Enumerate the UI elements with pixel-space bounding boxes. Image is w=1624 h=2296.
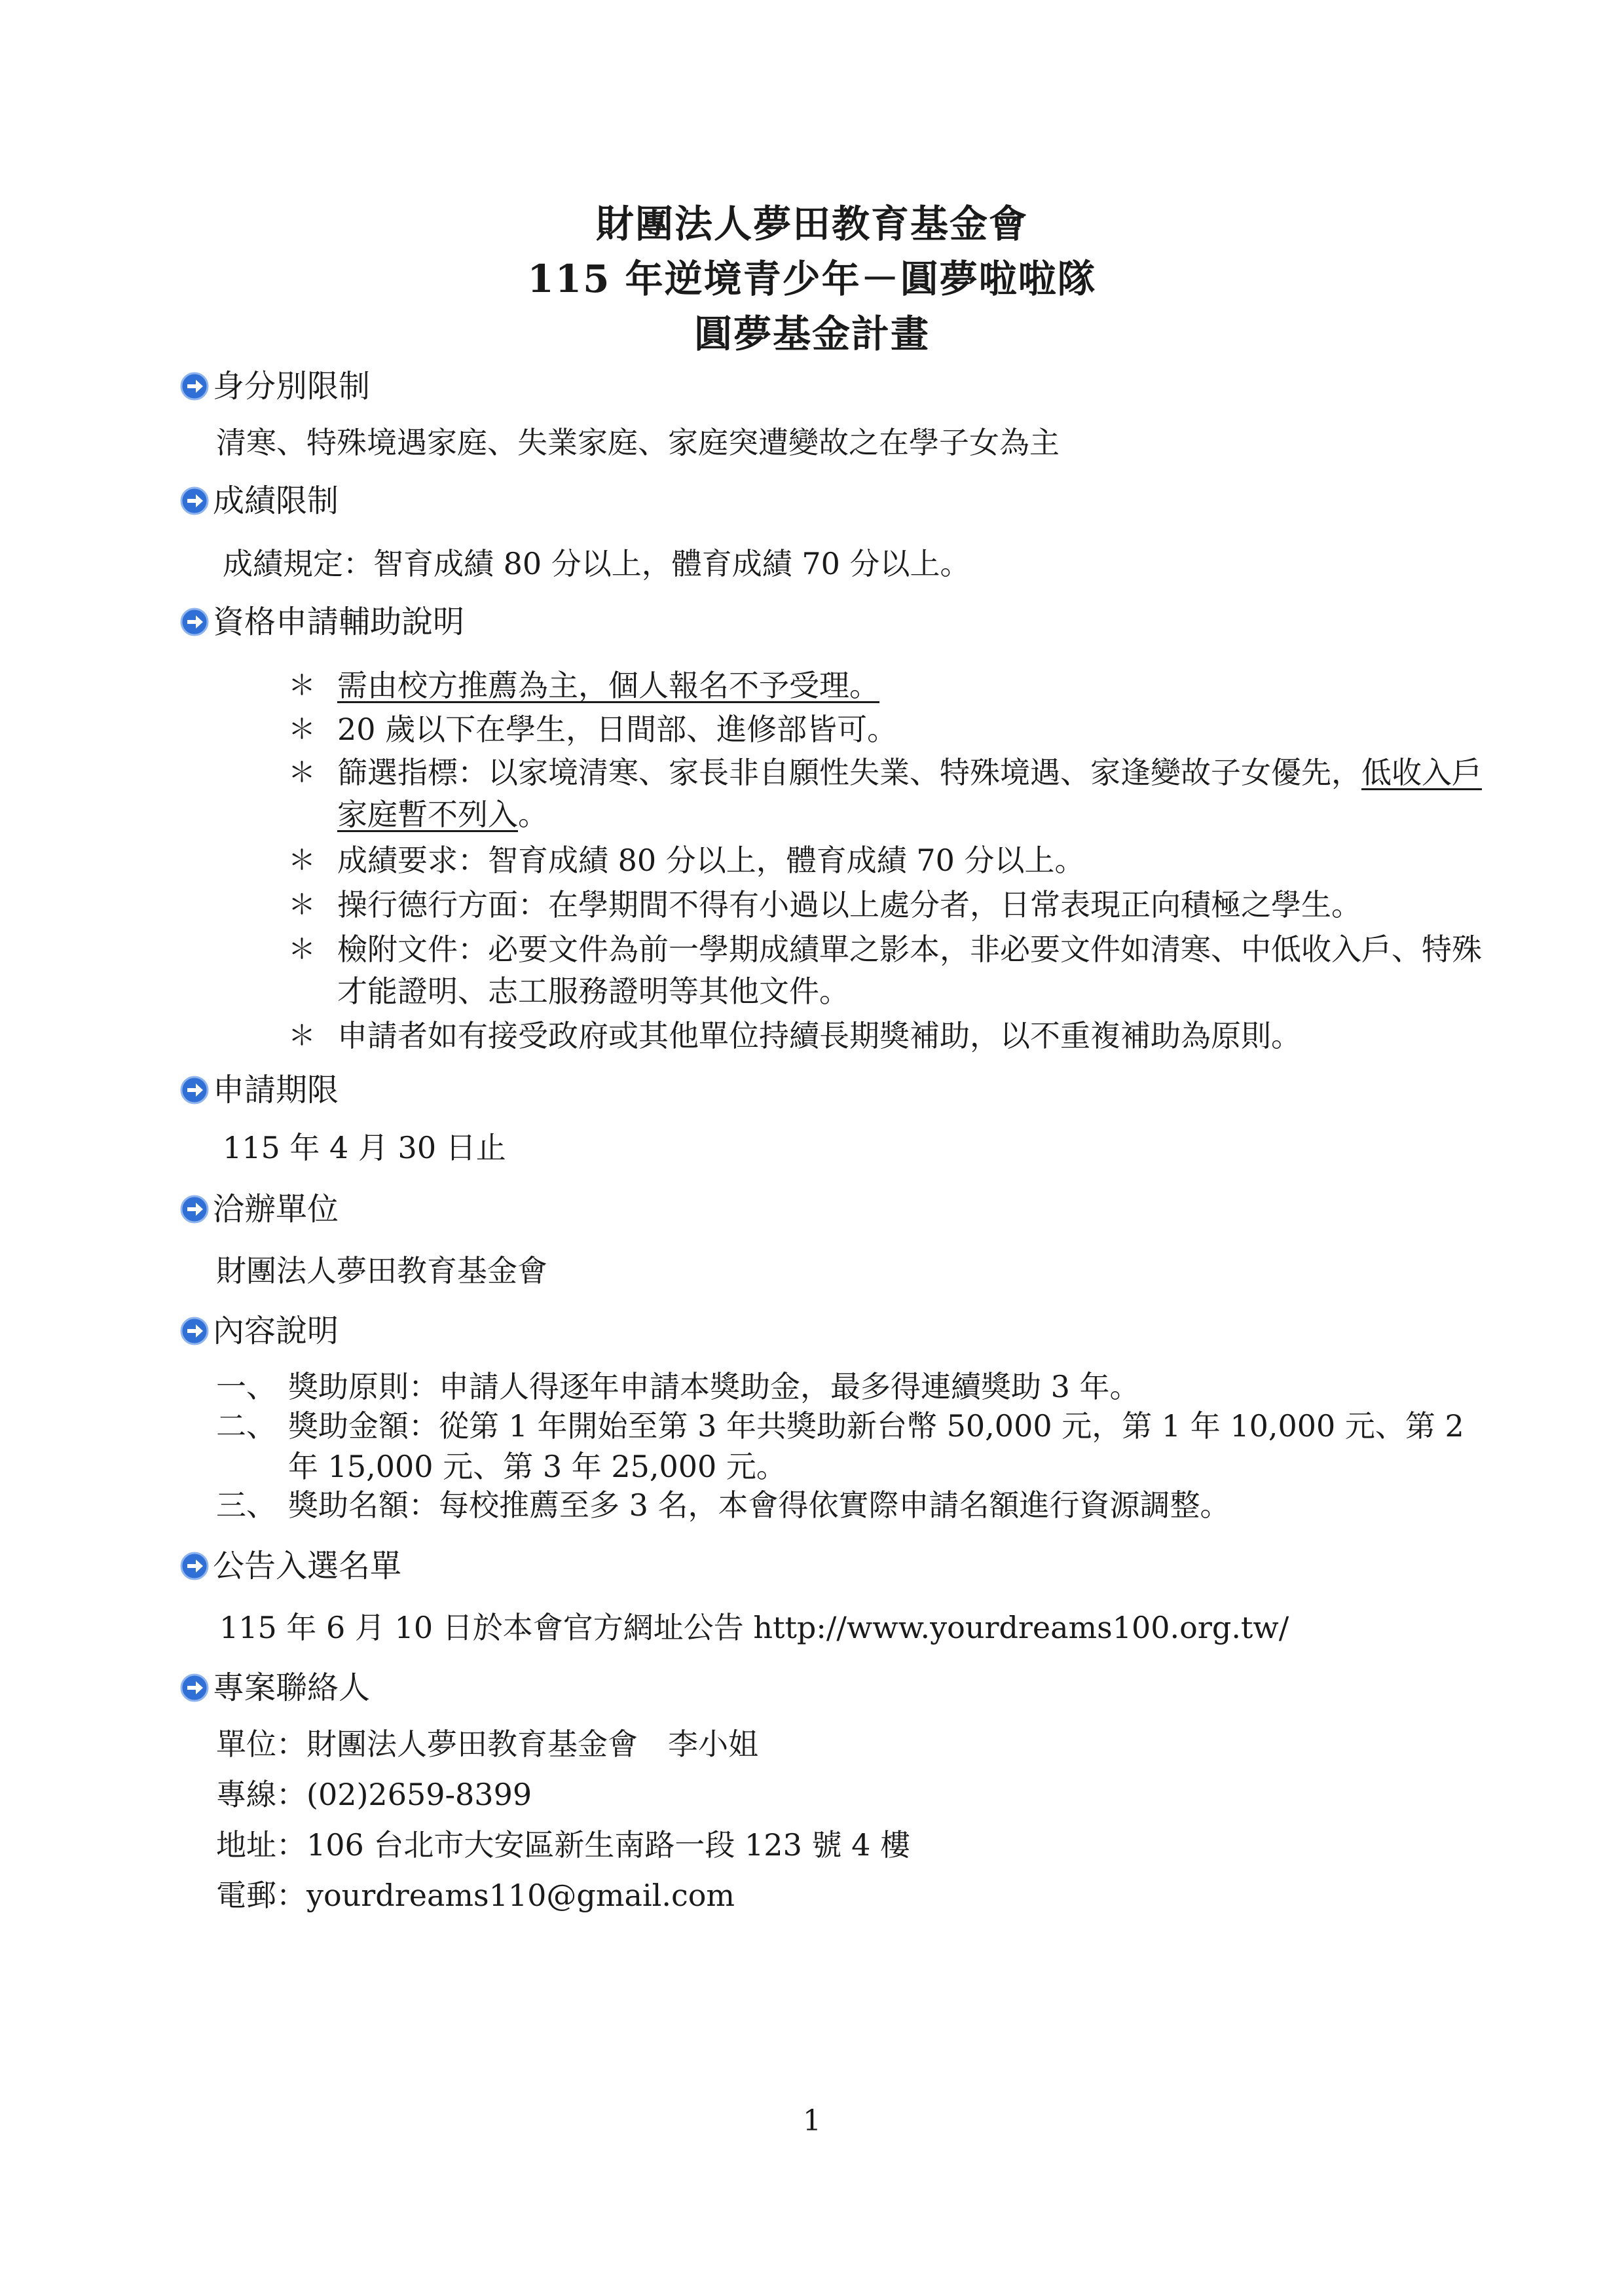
document-title bbox=[0, 196, 1624, 361]
circle-arrow-right-icon bbox=[180, 372, 209, 401]
circle-arrow-right-icon bbox=[180, 1673, 209, 1702]
contact-unit: 單位：財團法人夢田教育基金會 李小姐 bbox=[216, 1726, 758, 1762]
bullet-mark: ＊ bbox=[288, 1019, 316, 1051]
section-heading-text: 成績限制 bbox=[213, 483, 339, 519]
list-item-text-underlined: 低收入戶家庭暫不列入 bbox=[337, 755, 1482, 832]
section-heading-identity bbox=[180, 367, 370, 406]
list-item bbox=[216, 1485, 1493, 1525]
list-item bbox=[288, 752, 1500, 835]
list-number: 二、 bbox=[216, 1408, 276, 1444]
contact-address: 地址：106 台北市大安區新生南路一段 123 號 4 樓 bbox=[216, 1827, 910, 1863]
section-heading-text: 專案聯絡人 bbox=[213, 1669, 371, 1706]
list-item-text: 成績要求：智育成績 80 分以上，體育成績 70 分以上。 bbox=[337, 843, 1085, 878]
list-item bbox=[288, 1015, 1500, 1057]
circle-arrow-right-icon bbox=[180, 1076, 209, 1104]
circle-arrow-right-icon bbox=[180, 608, 209, 636]
grades-text: 成績規定：智育成績 80 分以上，體育成績 70 分以上。 bbox=[223, 546, 970, 581]
bullet-mark: ＊ bbox=[288, 933, 316, 965]
section-heading-announcement bbox=[180, 1546, 401, 1586]
identity-text: 清寒、特殊境遇家庭、失業家庭、家庭突遭變故之在學子女為主 bbox=[216, 425, 1060, 460]
circle-arrow-right-icon bbox=[180, 486, 209, 515]
circle-arrow-right-icon bbox=[180, 1317, 209, 1345]
organizer-text: 財團法人夢田教育基金會 bbox=[216, 1253, 547, 1288]
deadline-text: 115 年 4 月 30 日止 bbox=[223, 1130, 506, 1165]
section-heading-eligibility bbox=[180, 602, 464, 642]
list-item bbox=[288, 884, 1500, 926]
section-heading-organizer bbox=[180, 1190, 339, 1229]
section-heading-text: 洽辦單位 bbox=[213, 1191, 339, 1228]
list-number: 三、 bbox=[216, 1487, 276, 1523]
section-heading-content bbox=[180, 1311, 339, 1351]
section-heading-contact bbox=[180, 1668, 370, 1707]
list-item-text: 獎助名額：每校推薦至多 3 名，本會得依實際申請名額進行資源調整。 bbox=[288, 1487, 1230, 1523]
announcement-text: 115 年 6 月 10 日於本會官方網址公告 http://www.yourdreams100.org.tw/ bbox=[219, 1610, 1289, 1645]
section-heading-text: 資格申請輔助說明 bbox=[213, 604, 465, 640]
list-item-text: 操行德行方面：在學期間不得有小過以上處分者，日常表現正向積極之學生。 bbox=[337, 887, 1361, 922]
list-item-text: 需由校方推薦為主，個人報名不予受理。 bbox=[337, 668, 879, 703]
list-item-text bbox=[337, 752, 1500, 835]
section-heading-grades bbox=[180, 481, 339, 520]
list-item-text: 獎助金額：從第 1 年開始至第 3 年共獎助新台幣 50,000 元，第 1 年 10,000 元、第 2 年 15,000 元、第 3 年 25,000 元。 bbox=[288, 1408, 1464, 1484]
list-item bbox=[216, 1366, 1493, 1407]
section-heading-text: 身分別限制 bbox=[213, 368, 371, 405]
list-item bbox=[288, 665, 1500, 706]
section-heading-text: 申請期限 bbox=[213, 1072, 339, 1108]
list-item-text: 檢附文件：必要文件為前一學期成績單之影本，非必要文件如清寒、中低收入戶、特殊才能證明、志工服務證明等其他文件。 bbox=[337, 932, 1482, 1009]
section-heading-text: 公告入選名單 bbox=[213, 1548, 402, 1584]
list-item-text: 20 歲以下在學生，日間部、進修部皆可。 bbox=[337, 712, 898, 747]
section-heading-text: 內容說明 bbox=[213, 1313, 339, 1349]
circle-arrow-right-icon bbox=[180, 1552, 209, 1580]
list-item bbox=[216, 1406, 1493, 1487]
list-item bbox=[288, 708, 1500, 750]
list-item-text-part: 。 bbox=[518, 797, 548, 832]
page-number: 1 bbox=[803, 2104, 821, 2138]
list-item bbox=[288, 928, 1500, 1012]
bullet-mark: ＊ bbox=[288, 888, 316, 920]
title-org: 財團法人夢田教育基金會 bbox=[595, 202, 1028, 246]
bullet-mark: ＊ bbox=[288, 844, 316, 876]
circle-arrow-right-icon bbox=[180, 1195, 209, 1224]
list-item-text: 申請者如有接受政府或其他單位持續長期獎補助，以不重複補助為原則。 bbox=[337, 1018, 1301, 1053]
bullet-mark: ＊ bbox=[288, 756, 316, 788]
list-item-text-part: 篩選指標：以家境清寒、家長非自願性失業、特殊境遇、家逢變故子女優先， bbox=[337, 755, 1361, 790]
title-program: 115 年逆境青少年－圓夢啦啦隊 bbox=[527, 257, 1097, 301]
title-plan: 圓夢基金計畫 bbox=[693, 312, 930, 356]
list-item bbox=[288, 839, 1500, 881]
section-heading-deadline bbox=[180, 1070, 339, 1110]
list-item-text: 獎助原則：申請人得逐年申請本獎助金，最多得連續獎助 3 年。 bbox=[288, 1369, 1140, 1404]
bullet-mark: ＊ bbox=[288, 669, 316, 701]
list-number: 一、 bbox=[216, 1369, 276, 1404]
contact-email: 電郵：yourdreams110@gmail.com bbox=[216, 1878, 735, 1913]
bullet-mark: ＊ bbox=[288, 713, 316, 745]
contact-phone: 專線：(02)2659-8399 bbox=[216, 1777, 532, 1812]
